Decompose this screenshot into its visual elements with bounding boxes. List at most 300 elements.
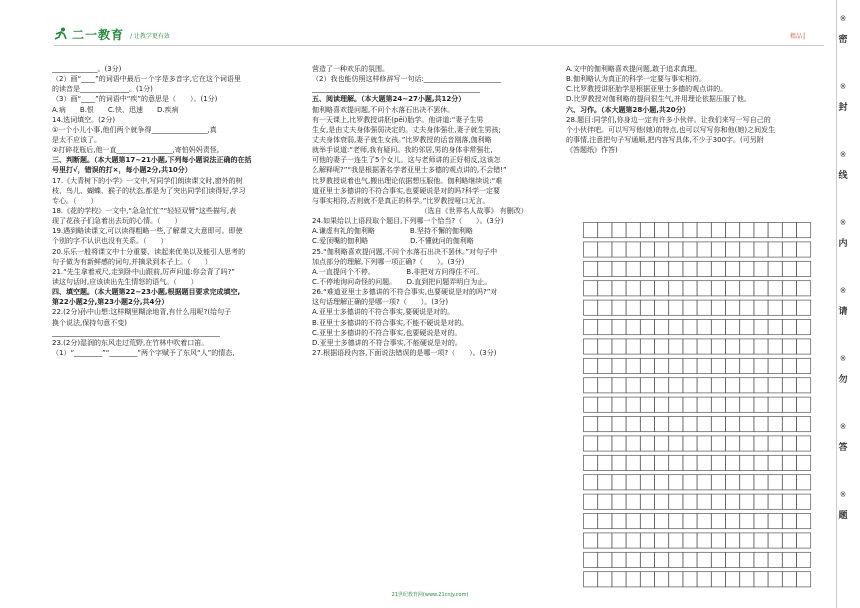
- grid-cell: [711, 533, 725, 548]
- grid-cell: [754, 455, 768, 470]
- grid-cell: [640, 320, 654, 335]
- grid-cell: [640, 494, 654, 509]
- grid-cell: [640, 261, 654, 276]
- grid-cell: [740, 436, 754, 451]
- grid-cell: [754, 572, 768, 587]
- text-line: A.亚里士多德讲的不符合事实,要硬说是对的。: [312, 308, 455, 317]
- grid-cell: [598, 223, 612, 238]
- grid-cell: [711, 281, 725, 296]
- text-line: 是太不应该了。: [52, 135, 101, 144]
- footer-source: 21世纪教育网(www.21cnjy.com): [391, 592, 469, 598]
- grid-cell: [726, 339, 740, 354]
- grid-cell: [768, 281, 782, 296]
- grid-cell: [797, 494, 811, 509]
- grid-cell: [584, 223, 598, 238]
- text-line: （3）画“____”的词语中“疾”的意思是（ ）。(1分): [52, 95, 218, 104]
- grid-cell: [740, 552, 754, 567]
- grid-cell: [768, 223, 782, 238]
- grid-cell: [626, 261, 640, 276]
- grid-cell: [768, 475, 782, 490]
- grid-cell: [584, 455, 598, 470]
- grid-cell: [640, 281, 654, 296]
- grid-cell: [640, 552, 654, 567]
- grid-cell: [740, 475, 754, 490]
- text-line: B.亚里士多德讲的不符合事实,不能不硬说是对的。: [312, 318, 469, 327]
- grid-cell: [768, 455, 782, 470]
- grid-cell: [612, 436, 626, 451]
- grid-cell: [726, 455, 740, 470]
- grid-cell: [584, 494, 598, 509]
- text-line: A.谦虚有礼的伽利略 B.坚持不懈的伽利略: [312, 227, 473, 236]
- grid-cell: [697, 572, 711, 587]
- grid-cell: [697, 397, 711, 412]
- grid-cell: [669, 320, 683, 335]
- grid-cell: [726, 261, 740, 276]
- grid-cell: [655, 436, 669, 451]
- text-line: D.比罗教授对伽利略的提问很生气,并用理论依据压服了他。: [566, 95, 751, 104]
- text-line: A.文中的伽利略喜欢提问题,敢于追求真理。: [566, 65, 702, 73]
- grid-cell: [669, 397, 683, 412]
- text-line: A.病 B.恨 C.快、迅速 D.疾病: [52, 105, 179, 114]
- grid-cell: [584, 339, 598, 354]
- text-line: _____________。(3分): [52, 65, 122, 73]
- grid-cell: [754, 397, 768, 412]
- grid-cell: [598, 533, 612, 548]
- grid-cell: [740, 281, 754, 296]
- seal-mark-icon: ※: [839, 150, 847, 159]
- grid-cell: [768, 572, 782, 587]
- text-line: （2）我也能仿照这样修辞写一句话:______________________: [312, 75, 501, 84]
- text-line: C.不停地询问奇怪的问题。 D.直到把问题弄明白为止。: [312, 277, 492, 286]
- grid-cell: [697, 417, 711, 432]
- grid-cell: [683, 281, 697, 296]
- grid-cell: [754, 436, 768, 451]
- grid-cell: [598, 552, 612, 567]
- grid-cell: [640, 417, 654, 432]
- text-line: 14.选词填空。(2分): [52, 115, 116, 124]
- grid-cell: [655, 417, 669, 432]
- grid-cell: [797, 417, 811, 432]
- text-line: 22.(2分)孙中山想:这样糊里糊涂地背,有什么用呢?(给句子: [52, 308, 232, 317]
- grid-cell: [768, 358, 782, 373]
- grid-cell: [726, 358, 740, 373]
- text-line: 可他的妻子一连生了5个女儿。这与老师讲的正好相反,这该怎: [312, 156, 501, 165]
- grid-cell: [683, 455, 697, 470]
- grid-cell: [683, 261, 697, 276]
- grid-cell: [669, 533, 683, 548]
- grid-cell: [754, 300, 768, 315]
- text-line: 营造了一种欢乐的氛围。: [312, 65, 389, 73]
- grid-cell: [598, 514, 612, 529]
- grid-cell: [669, 378, 683, 393]
- grid-cell: [782, 455, 796, 470]
- text-line: ②打碎花瓶后,他一直________________,寄怕妈妈责怪。: [52, 146, 224, 155]
- grid-cell: [726, 475, 740, 490]
- text-line: 六、习作。（本大题第28小题,共20分）: [566, 105, 690, 114]
- grid-cell: [782, 572, 796, 587]
- text-line: 28.题目:同学们,你身边一定有许多小伙伴。让我们来写一写自己的: [566, 115, 771, 124]
- grid-cell: [711, 572, 725, 587]
- grid-cell: [626, 494, 640, 509]
- grid-cell: [711, 455, 725, 470]
- grid-cell: [697, 378, 711, 393]
- grid-cell: [711, 242, 725, 257]
- grid-cell: [612, 572, 626, 587]
- seal-mark-icon: ※: [839, 286, 847, 295]
- grid-cell: [768, 397, 782, 412]
- grid-cell: [598, 475, 612, 490]
- grid-cell: [797, 475, 811, 490]
- grid-cell: [612, 358, 626, 373]
- grid-cell: [768, 552, 782, 567]
- grid-cell: [683, 397, 697, 412]
- seal-mark-icon: ※: [839, 422, 847, 431]
- essay-grid: [583, 222, 813, 594]
- grid-cell: [697, 514, 711, 529]
- seal-char: 密: [838, 35, 848, 45]
- grid-cell: [697, 552, 711, 567]
- grid-cell: [598, 300, 612, 315]
- text-line: 三、判断题。（本大题第17~21小题,下列每小题说法正确的在括: [52, 156, 252, 165]
- text-line: 18.《花的学校》一文中,“急急忙忙”“轻轻双臂”这些描写,表: [52, 206, 237, 215]
- grid-cell: [754, 417, 768, 432]
- grid-cell: [797, 552, 811, 567]
- grid-cell: [726, 552, 740, 567]
- grid-cell: [740, 261, 754, 276]
- seal-char: 题: [838, 511, 848, 521]
- grid-cell: [669, 552, 683, 567]
- grid-cell: [669, 223, 683, 238]
- text-line: 加点部分的理解,下列哪一项正确?（ ）。(3分): [312, 257, 465, 266]
- grid-cell: [584, 281, 598, 296]
- grid-cell: [726, 436, 740, 451]
- grid-cell: [669, 339, 683, 354]
- grid-cell: [740, 223, 754, 238]
- grid-cell: [612, 320, 626, 335]
- text-line: 道亚里士多德讲的不符合事实,也要硬说是对的吗?科学一定要: [312, 186, 500, 195]
- grid-cell: [584, 514, 598, 529]
- grid-cell: [655, 572, 669, 587]
- grid-cell: [626, 572, 640, 587]
- grid-cell: [683, 494, 697, 509]
- text-line: 25.“伽利略喜欢提问题,不问个水落石出决不罢休。”对句子中: [312, 247, 498, 256]
- grid-cell: [797, 320, 811, 335]
- grid-cell: [655, 300, 669, 315]
- text-line: （2）画“____”的词语中最后一个字是多音字,它在这个词语里: [52, 75, 241, 84]
- grid-cell: [754, 320, 768, 335]
- text-line: 专心。（ ）: [52, 196, 98, 205]
- grid-cell: [754, 475, 768, 490]
- grid-cell: [655, 242, 669, 257]
- grid-cell: [683, 223, 697, 238]
- grid-cell: [584, 397, 598, 412]
- seal-line-margin: [826, 0, 860, 608]
- grid-cell: [598, 436, 612, 451]
- grid-cell: [598, 397, 612, 412]
- grid-cell: [598, 242, 612, 257]
- grid-cell: [655, 281, 669, 296]
- text-line: 19.遇到略读课文,可以读得粗略一些,了解课文大意即可。即使: [52, 227, 243, 236]
- grid-cell: [669, 494, 683, 509]
- grid-cell: [754, 494, 768, 509]
- grid-cell: [655, 339, 669, 354]
- grid-cell: [626, 223, 640, 238]
- grid-cell: [655, 514, 669, 529]
- grid-cell: [584, 242, 598, 257]
- column-middle: [312, 64, 552, 358]
- grid-cell: [782, 397, 796, 412]
- grid-cell: [711, 552, 725, 567]
- seal-char: 内: [838, 239, 848, 249]
- grid-cell: [697, 475, 711, 490]
- grid-cell: [612, 417, 626, 432]
- seal-char: 封: [838, 103, 848, 113]
- grid-cell: [726, 223, 740, 238]
- grid-cell: [655, 552, 669, 567]
- grid-cell: [768, 242, 782, 257]
- grid-cell: [655, 261, 669, 276]
- column-right: [566, 64, 821, 155]
- grid-cell: [782, 223, 796, 238]
- seal-char: 线: [838, 171, 848, 181]
- grid-cell: [626, 436, 640, 451]
- grid-cell: [768, 300, 782, 315]
- header-divider: [54, 45, 824, 46]
- grid-cell: [626, 358, 640, 373]
- text-line: 换个说法,保持句意不变): [52, 318, 127, 327]
- grid-cell: [598, 572, 612, 587]
- grid-cell: [711, 223, 725, 238]
- grid-cell: [612, 475, 626, 490]
- grid-cell: [768, 417, 782, 432]
- grid-cell: [754, 533, 768, 548]
- grid-cell: [626, 417, 640, 432]
- seal-char: 请: [838, 307, 848, 317]
- grid-cell: [782, 339, 796, 354]
- grid-cell: [640, 378, 654, 393]
- grid-cell: [797, 455, 811, 470]
- grid-cell: [697, 455, 711, 470]
- grid-cell: [740, 533, 754, 548]
- grid-cell: [683, 475, 697, 490]
- grid-cell: [683, 358, 697, 373]
- grid-cell: [640, 339, 654, 354]
- grid-cell: [584, 533, 598, 548]
- grid-cell: [782, 378, 796, 393]
- text-line: 17.《大青树下的小学》一文中,写同学们朗读课文时,窗外的树: [52, 176, 243, 185]
- grid-cell: [612, 378, 626, 393]
- grid-cell: [797, 397, 811, 412]
- grid-cell: [626, 533, 640, 548]
- text-line: 五、阅读理解。（本大题第24~27小题,共12分）: [312, 95, 466, 104]
- text-line: 20.乐乐一般将课文中十分重要、读起来优美以及能引人思考的: [52, 247, 246, 256]
- grid-cell: [612, 261, 626, 276]
- grid-cell: [669, 300, 683, 315]
- grid-cell: [612, 533, 626, 548]
- grid-cell: [711, 514, 725, 529]
- grid-cell: [697, 281, 711, 296]
- grid-cell: [626, 455, 640, 470]
- text-line: D.亚里士多德讲的不符合事实,不能硬说是对的。: [312, 338, 462, 347]
- text-line: 27.根据语段内容,下面说法错误的是哪一项?（ ）。(3分): [312, 348, 497, 357]
- grid-cell: [626, 475, 640, 490]
- grid-cell: [768, 436, 782, 451]
- grid-cell: [740, 417, 754, 432]
- grid-cell: [726, 242, 740, 257]
- grid-cell: [584, 475, 598, 490]
- text-line: C.爱顶嘴的伽利略 D.不懂就问的伽利略: [312, 237, 474, 246]
- grid-cell: [669, 475, 683, 490]
- grid-cell: [754, 281, 768, 296]
- grid-cell: [612, 397, 626, 412]
- grid-cell: [584, 358, 598, 373]
- grid-cell: [612, 455, 626, 470]
- grid-cell: [782, 436, 796, 451]
- grid-cell: [655, 494, 669, 509]
- grid-cell: [740, 358, 754, 373]
- text-line: 个小伙伴吧。可以写写他(她)的特点,也可以写写你和他(她)之间发生: [566, 125, 776, 134]
- text-line: C.亚里士多德讲的不符合事实,也要硬说是对的。: [312, 328, 462, 337]
- seal-mark-icon: ※: [839, 14, 847, 23]
- grid-cell: [740, 339, 754, 354]
- grid-cell: [711, 358, 725, 373]
- grid-cell: [754, 378, 768, 393]
- text-line: 第22小题2分,第23小题2分,共4分）: [52, 298, 169, 307]
- grid-cell: [697, 494, 711, 509]
- grid-cell: [782, 281, 796, 296]
- grid-cell: [697, 533, 711, 548]
- grid-cell: [797, 281, 811, 296]
- grid-cell: [612, 300, 626, 315]
- grid-cell: [669, 514, 683, 529]
- grid-cell: [797, 300, 811, 315]
- column-left: [52, 64, 297, 358]
- grid-cell: [669, 572, 683, 587]
- seal-mark-icon: ※: [839, 218, 847, 227]
- grid-cell: [612, 223, 626, 238]
- grid-cell: [711, 320, 725, 335]
- grid-cell: [711, 339, 725, 354]
- grid-cell: [683, 242, 697, 257]
- text-line: 伽利略喜欢提问题,不问个水落石出决不罢休。: [312, 105, 455, 114]
- grid-cell: [683, 417, 697, 432]
- grid-cell: [640, 223, 654, 238]
- grid-cell: [683, 514, 697, 529]
- grid-cell: [640, 397, 654, 412]
- grid-cell: [740, 514, 754, 529]
- grid-cell: [584, 417, 598, 432]
- grid-cell: [669, 281, 683, 296]
- grid-cell: [697, 242, 711, 257]
- grid-cell: [726, 397, 740, 412]
- logo: [54, 26, 124, 42]
- grid-cell: [768, 320, 782, 335]
- text-line: 丈夫身体衰弱,妻子就生女孩。”比罗教授的话音刚落,伽利略: [312, 135, 492, 144]
- grid-cell: [740, 572, 754, 587]
- grid-cell: [683, 378, 697, 393]
- grid-cell: [782, 514, 796, 529]
- page-header: [0, 0, 860, 60]
- grid-cell: [782, 300, 796, 315]
- text-line: 个别的字不认识也没有关系。（ ）: [52, 237, 168, 246]
- grid-cell: [740, 242, 754, 257]
- grid-cell: [655, 455, 669, 470]
- grid-cell: [598, 417, 612, 432]
- text-line: ________________________________________________: [312, 85, 480, 94]
- grid-cell: [711, 261, 725, 276]
- text-line: 24.如果给以上语段取个题目,下列哪一个恰当?（ ）。(3分): [312, 217, 504, 226]
- grid-cell: [626, 320, 640, 335]
- grid-cell: [768, 533, 782, 548]
- grid-cell: [754, 261, 768, 276]
- grid-cell: [697, 300, 711, 315]
- grid-cell: [640, 358, 654, 373]
- seal-mark-icon: ※: [839, 354, 847, 363]
- grid-cell: [797, 339, 811, 354]
- grid-cell: [711, 397, 725, 412]
- grid-cell: [797, 261, 811, 276]
- grid-cell: [754, 223, 768, 238]
- grid-cell: [740, 455, 754, 470]
- grid-cell: [726, 494, 740, 509]
- grid-cell: [584, 436, 598, 451]
- grid-cell: [683, 436, 697, 451]
- grid-cell: [640, 455, 654, 470]
- grid-cell: [612, 514, 626, 529]
- grid-cell: [584, 572, 598, 587]
- grid-cell: [683, 339, 697, 354]
- text-line: 比罗教授说着也气,搬出理论依据想压服他。伽利略继续说:“难: [312, 176, 503, 185]
- grid-cell: [669, 242, 683, 257]
- grid-cell: [711, 494, 725, 509]
- grid-cell: [754, 514, 768, 529]
- grid-cell: [612, 339, 626, 354]
- grid-cell: [768, 339, 782, 354]
- grid-cell: [782, 533, 796, 548]
- grid-cell: [697, 339, 711, 354]
- grid-cell: [626, 378, 640, 393]
- grid-cell: [598, 378, 612, 393]
- grid-cell: [782, 261, 796, 276]
- text-line: 的读音是______________。(1分): [52, 85, 153, 94]
- quality-mark: 精品 ▏: [790, 33, 809, 40]
- grid-cell: [584, 552, 598, 567]
- grid-cell: [797, 378, 811, 393]
- grid-cell: [740, 397, 754, 412]
- slogan: / 让教学更有效: [130, 33, 170, 40]
- grid-cell: [626, 397, 640, 412]
- grid-cell: [683, 533, 697, 548]
- grid-cell: [640, 572, 654, 587]
- grid-cell: [797, 436, 811, 451]
- seal-char: 答: [838, 443, 848, 453]
- text-line: 有一天课上,比罗教授讲胚(pēi)胎学。他讲道:“妻子生男: [312, 115, 484, 124]
- grid-cell: [669, 358, 683, 373]
- grid-cell: [612, 242, 626, 257]
- grid-cell: [782, 320, 796, 335]
- grid-cell: [697, 320, 711, 335]
- text-line: 读这句话时,应该读出先生情怒的语气。（ ）: [52, 277, 198, 286]
- grid-cell: [584, 300, 598, 315]
- grid-cell: [598, 455, 612, 470]
- grid-cell: [782, 494, 796, 509]
- seal-mark-icon: ※: [839, 490, 847, 499]
- grid-cell: [584, 320, 598, 335]
- text-line: C.比罗教授讲胚胎学是根据亚里士多德的观点讲的。: [566, 85, 728, 94]
- grid-cell: [612, 552, 626, 567]
- grid-cell: [726, 320, 740, 335]
- grid-cell: [655, 223, 669, 238]
